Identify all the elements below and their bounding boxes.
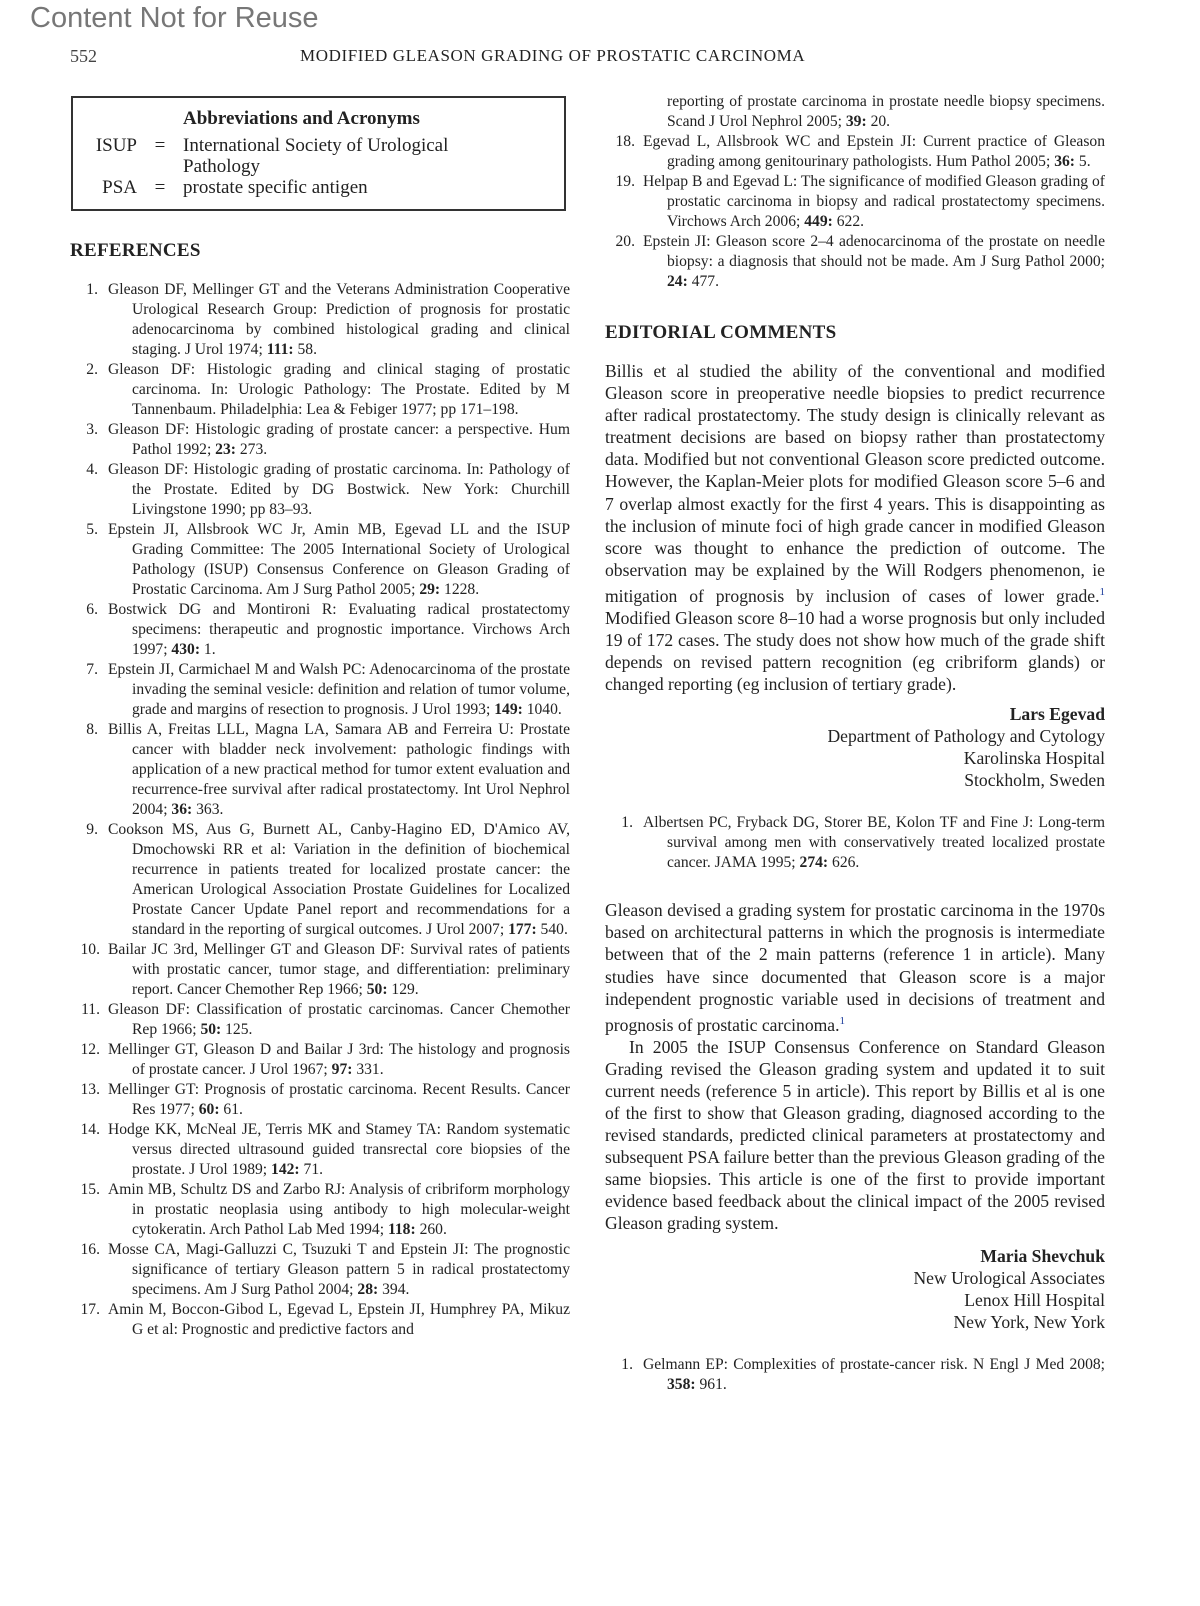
reference-number: 10. bbox=[80, 941, 100, 958]
reference-page: 129. bbox=[387, 981, 419, 998]
reference-number: 18. bbox=[615, 133, 635, 150]
reference-number: 13. bbox=[80, 1081, 100, 1098]
reference-number: 9. bbox=[86, 821, 98, 838]
reference-item bbox=[70, 940, 570, 1000]
abbreviations-box bbox=[71, 96, 566, 211]
reference-text: Epstein JI, Allsbrook WC Jr, Amin MB, Egevad LL and the ISUP Grading Committee: The 2005 International Society of Urological Pathology (ISUP) Consensus Conference on Gleason Grading of Prostatic Carcinoma. Am J Surg Pathol 2005; bbox=[108, 521, 570, 598]
reference-number: 8. bbox=[86, 721, 98, 738]
reference-volume: 28: bbox=[357, 1281, 379, 1298]
reference-number: 7. bbox=[86, 661, 98, 678]
reference-page: 394. bbox=[378, 1281, 410, 1298]
right-column bbox=[605, 92, 1105, 1395]
paragraph-text: Gleason devised a grading system for prostatic carcinoma in the 1970s based on architectural patterns in which the prognosis is intermediate between that of the 2 main patterns (reference 1 in article). Many studies have since documented that Gleason score is a major independent prognostic variable used in decisions of treatment and prognosis of prostatic carcinoma. bbox=[605, 900, 1105, 1035]
reference-page: 1040. bbox=[522, 701, 562, 718]
reference-item bbox=[70, 420, 570, 460]
page-number: 552 bbox=[70, 46, 97, 66]
reference-item bbox=[70, 720, 570, 820]
references-list-continued bbox=[605, 132, 1105, 292]
reference-page: 125. bbox=[221, 1021, 253, 1038]
reference-continuation bbox=[605, 92, 1105, 132]
references-list bbox=[70, 280, 570, 1340]
reference-text: Amin M, Boccon-Gibod L, Egevad L, Epstein JI, Humphrey PA, Mikuz G et al: Prognostic and predictive factors and bbox=[108, 1301, 570, 1338]
reference-volume: 29: bbox=[419, 581, 441, 598]
reference-text: Albertsen PC, Fryback DG, Storer BE, Kolon TF and Fine J: Long-term survival among men with conservatively treated localized prostate cancer. JAMA 1995; bbox=[643, 814, 1105, 872]
affiliation-line: Karolinska Hospital bbox=[963, 748, 1105, 769]
reference-number: 14. bbox=[80, 1121, 100, 1138]
reference-volume: 449: bbox=[804, 213, 833, 230]
reference-page: 5. bbox=[1075, 153, 1091, 170]
reference-text: Egevad L, Allsbrook WC and Epstein JI: Current practice of Gleason grading among genitourinary pathologists. Hum Pathol 2005; bbox=[643, 133, 1105, 170]
reference-item bbox=[70, 600, 570, 660]
editorial-1-references bbox=[605, 813, 1105, 873]
reference-text: Amin MB, Schultz DS and Zarbo RJ: Analysis of cribriform morphology in prostatic neoplasia using antibody to high molecular-weight cytokeratin. Arch Pathol Lab Med 1994; bbox=[108, 1181, 570, 1238]
running-head: MODIFIED GLEASON GRADING OF PROSTATIC CARCINOMA bbox=[300, 46, 806, 65]
reference-page: 1228. bbox=[440, 581, 480, 598]
editorial-comment-2-p1 bbox=[605, 899, 1105, 1035]
abbreviation-row bbox=[73, 177, 483, 198]
reference-number: 3. bbox=[86, 421, 98, 438]
reference-text: Bailar JC 3rd, Mellinger GT and Gleason DF: Survival rates of patients with prostatic cancer, tumor stage, and differentiation: preliminary report. Cancer Chemother Rep 1966; bbox=[108, 941, 570, 998]
reference-page: 622. bbox=[832, 213, 865, 230]
editorial-2-references bbox=[605, 1355, 1105, 1395]
affiliation-line: Lenox Hill Hospital bbox=[964, 1289, 1105, 1310]
reference-text: Billis A, Freitas LLL, Magna LA, Samara AB and Ferreira U: Prostate cancer with bladder neck involvement: pathologic findings with application of a new practical method for tumor extent evaluation and recurrence-free survival after radical prostatectomy. Int Urol Nephrol 2004; bbox=[108, 721, 570, 818]
reference-text: Gleason DF: Histologic grading of prostatic carcinoma. In: Pathology of the Prostate. Edited by DG Bostwick. New York: Churchill Livingstone 1990; pp 83–93. bbox=[108, 461, 570, 518]
reference-volume: 274: bbox=[799, 854, 829, 872]
reference-volume: 142: bbox=[271, 1161, 300, 1178]
reference-item bbox=[605, 132, 1105, 172]
reference-volume: 97: bbox=[331, 1061, 353, 1078]
reference-volume: 149: bbox=[494, 701, 523, 718]
affiliation-line: Department of Pathology and Cytology bbox=[827, 726, 1105, 747]
signature-2 bbox=[605, 1245, 1105, 1333]
reference-item bbox=[70, 1240, 570, 1300]
reference-item bbox=[70, 460, 570, 520]
affiliation-line: New Urological Associates bbox=[913, 1267, 1105, 1288]
abbreviation-row bbox=[73, 135, 483, 177]
reference-page: 58. bbox=[293, 341, 317, 358]
reference-number: 1. bbox=[86, 281, 98, 298]
reference-item bbox=[70, 1000, 570, 1040]
reference-number: 16. bbox=[80, 1241, 100, 1258]
reference-number: 11. bbox=[81, 1001, 100, 1018]
reference-volume: 39: bbox=[845, 113, 867, 130]
reference-item bbox=[605, 172, 1105, 232]
left-column bbox=[70, 240, 570, 1340]
affiliation-line: Stockholm, Sweden bbox=[964, 770, 1105, 791]
reference-item bbox=[70, 1040, 570, 1080]
watermark: Content Not for Reuse bbox=[30, 2, 319, 34]
reference-number: 17. bbox=[80, 1301, 100, 1318]
reference-volume: 60: bbox=[198, 1101, 220, 1118]
reference-text: Hodge KK, McNeal JE, Terris MK and Stamey TA: Random systematic versus directed ultrasound guided transrectal core biopsies of the prostate. J Urol 1989; bbox=[108, 1121, 570, 1178]
reference-item bbox=[70, 820, 570, 940]
reference-number: 19. bbox=[615, 173, 635, 190]
affiliation-line: New York, New York bbox=[953, 1311, 1105, 1332]
abbreviation-value: prostate specific antigen bbox=[183, 177, 368, 198]
reference-volume: 24: bbox=[667, 273, 688, 290]
reference-page: 540. bbox=[536, 921, 568, 938]
reference-volume: 36: bbox=[171, 801, 193, 818]
reference-item bbox=[70, 520, 570, 600]
reference-text: Gleason DF: Histologic grading and clinical staging of prostatic carcinoma. In: Urologic Pathology: The Prostate. Edited by M Tannenbaum. Philadelphia: Lea & Febiger 1977; pp 171–198. bbox=[108, 361, 570, 418]
reference-page: 20. bbox=[866, 113, 891, 130]
editorial-comment-1 bbox=[605, 360, 1105, 695]
paragraph-text: Billis et al studied the ability of the conventional and modified Gleason score in preoperative needle biopsies to predict recurrence after radical prostatectomy. The study design is clinically relevant as treatment decisions are based on biopsy rather than prostatectomy data. Modified but not conventional Gleason score predicted outcome. However, the Kaplan-Meier plots for modified Gleason score 5–6 and 7 overlap almost exactly for the first 4 years. This is disappointing as the inclusion of minute foci of high grade cancer in modified Gleason score was thought to enhance the prediction of outcome. The observation may be explained by the Will Rodgers phenomenon, ie mitigation of prognosis by inclusion of cases of lower grade. bbox=[605, 361, 1105, 606]
reference-text: Cookson MS, Aus G, Burnett AL, Canby-Hagino ED, D'Amico AV, Dmochowski RR et al: Variation in the definition of biochemical recurrence in patients treated for localized prostate cancer: the American Urological Association Prostate Guidelines for Localized Prostate Cancer Update Panel report and recommendations for a standard in the reporting of surgical outcomes. J Urol 2007; bbox=[108, 821, 570, 938]
reference-volume: 111: bbox=[266, 341, 294, 358]
reference-item bbox=[70, 1120, 570, 1180]
reference-number: 4. bbox=[86, 461, 98, 478]
reference-text: Epstein JI: Gleason score 2–4 adenocarcinoma of the prostate on needle biopsy: a diagnosis that should not be made. Am J Surg Pathol 2000; bbox=[643, 233, 1105, 270]
reference-volume: 36: bbox=[1054, 153, 1075, 170]
reference-page: 961. bbox=[695, 1375, 727, 1393]
reference-item bbox=[70, 1080, 570, 1120]
reference-page: 71. bbox=[299, 1161, 324, 1178]
reference-volume: 50: bbox=[200, 1021, 222, 1038]
reference-item bbox=[70, 1300, 570, 1340]
reference-volume: 50: bbox=[366, 981, 388, 998]
author-name: Lars Egevad bbox=[1009, 704, 1105, 725]
reference-volume: 358: bbox=[667, 1375, 696, 1393]
editorial-comment-2-p2: In 2005 the ISUP Consensus Conference on Standard Gleason Grading revised the Gleason grading system and updated it to suit current needs (reference 5 in article). This report by Billis et al is one of the first to show that Gleason grading, diagnosed according to the revised standards, predicted clinical parameters at prostatectomy and subsequent PSA failure better than the previous Gleason grading of the same biopsies. This article is one of the first to provide important evidence based feedback about the clinical impact of the 2005 revised Gleason grading system. bbox=[605, 1036, 1105, 1234]
reference-number: 15. bbox=[80, 1181, 100, 1198]
reference-page: 331. bbox=[352, 1061, 384, 1078]
reference-page: 1. bbox=[200, 641, 216, 658]
references-heading: REFERENCES bbox=[70, 240, 201, 261]
reference-item bbox=[70, 360, 570, 420]
reference-page: 273. bbox=[235, 441, 268, 458]
reference-text: Gleason DF, Mellinger GT and the Veterans Administration Cooperative Urological Research Group: Prediction of prognosis for prostatic adenocarcinoma by combined histological grading and clinical staging. J Urol 1974; bbox=[108, 281, 570, 358]
reference-text: Gelmann EP: Complexities of prostate-cancer risk. N Engl J Med 2008; bbox=[643, 1355, 1105, 1373]
reference-volume: 430: bbox=[171, 641, 201, 658]
reference-volume: 177: bbox=[508, 921, 537, 938]
abbreviation-key: PSA bbox=[102, 177, 137, 198]
reference-volume: 23: bbox=[215, 441, 236, 458]
reference-text: Mellinger GT: Prognosis of prostatic carcinoma. Recent Results. Cancer Res 1977; bbox=[108, 1081, 570, 1118]
reference-page: 61. bbox=[219, 1101, 243, 1118]
reference-text: Helpap B and Egevad L: The significance of modified Gleason grading of prostatic carcinoma in biopsy and radical prostatectomy specimens. Virchows Arch 2006; bbox=[643, 173, 1105, 230]
reference-text: Bostwick DG and Montironi R: Evaluating radical prostatectomy specimens: therapeutic and prognostic importance. Virchows Arch 1997; bbox=[108, 601, 570, 658]
reference-number: 2. bbox=[86, 361, 98, 378]
author-name: Maria Shevchuk bbox=[980, 1245, 1105, 1266]
reference-text: Mellinger GT, Gleason D and Bailar J 3rd: The histology and prognosis of prostate cancer. J Urol 1967; bbox=[108, 1041, 570, 1078]
citation-link[interactable]: 1 bbox=[1099, 585, 1105, 598]
citation-link[interactable]: 1 bbox=[839, 1014, 846, 1027]
reference-page: 363. bbox=[192, 801, 224, 818]
reference-text: Mosse CA, Magi-Galluzzi C, Tsuzuki T and Epstein JI: The prognostic significance of tertiary Gleason pattern 5 in radical prostatectomy specimens. Am J Surg Pathol 2004; bbox=[108, 1241, 570, 1298]
signature-1 bbox=[605, 703, 1105, 791]
reference-item bbox=[605, 232, 1105, 292]
reference-page: 260. bbox=[415, 1221, 447, 1238]
editorial-heading: EDITORIAL COMMENTS bbox=[605, 322, 837, 343]
reference-number: 1. bbox=[621, 1355, 633, 1373]
abbreviations-title: Abbreviations and Acronyms bbox=[183, 108, 420, 129]
reference-number: 1. bbox=[621, 814, 633, 832]
abbreviation-key: ISUP bbox=[95, 135, 137, 156]
reference-page: 477. bbox=[687, 273, 719, 290]
reference-item bbox=[70, 1180, 570, 1240]
reference-item bbox=[605, 813, 1105, 873]
abbreviation-equals: = bbox=[154, 177, 166, 198]
reference-text: Gleason DF: Histologic grading of prostate cancer: a perspective. Hum Pathol 1992; bbox=[108, 421, 570, 458]
reference-item bbox=[70, 280, 570, 360]
abbreviation-value: International Society of Urological Pathology bbox=[183, 135, 449, 177]
reference-page: 626. bbox=[828, 854, 860, 872]
abbreviation-equals: = bbox=[154, 135, 166, 156]
paragraph-text: Modified Gleason score 8–10 had a worse prognosis but only included 19 of 172 cases. The study does not show how much of the grade shift depends on revised pattern recognition (eg cribriform glands) or changed reporting (eg inclusion of tertiary grade). bbox=[605, 607, 1105, 695]
reference-number: 6. bbox=[86, 601, 98, 618]
reference-text: Epstein JI, Carmichael M and Walsh PC: Adenocarcinoma of the prostate invading the seminal vesicle: definition and relation of tumor volume, grade and margins of resection to prognosis. J Urol 1993; bbox=[108, 661, 570, 718]
reference-number: 12. bbox=[80, 1041, 100, 1058]
reference-item bbox=[605, 1355, 1105, 1395]
reference-item bbox=[70, 660, 570, 720]
reference-text: Gleason DF: Classification of prostatic carcinomas. Cancer Chemother Rep 1966; bbox=[108, 1001, 570, 1038]
reference-number: 20. bbox=[615, 233, 635, 250]
reference-number: 5. bbox=[86, 521, 98, 538]
reference-volume: 118: bbox=[387, 1221, 416, 1238]
reference-text: reporting of prostate carcinoma in prostate needle biopsy specimens. Scand J Urol Nephrol 2005; bbox=[667, 93, 1105, 130]
